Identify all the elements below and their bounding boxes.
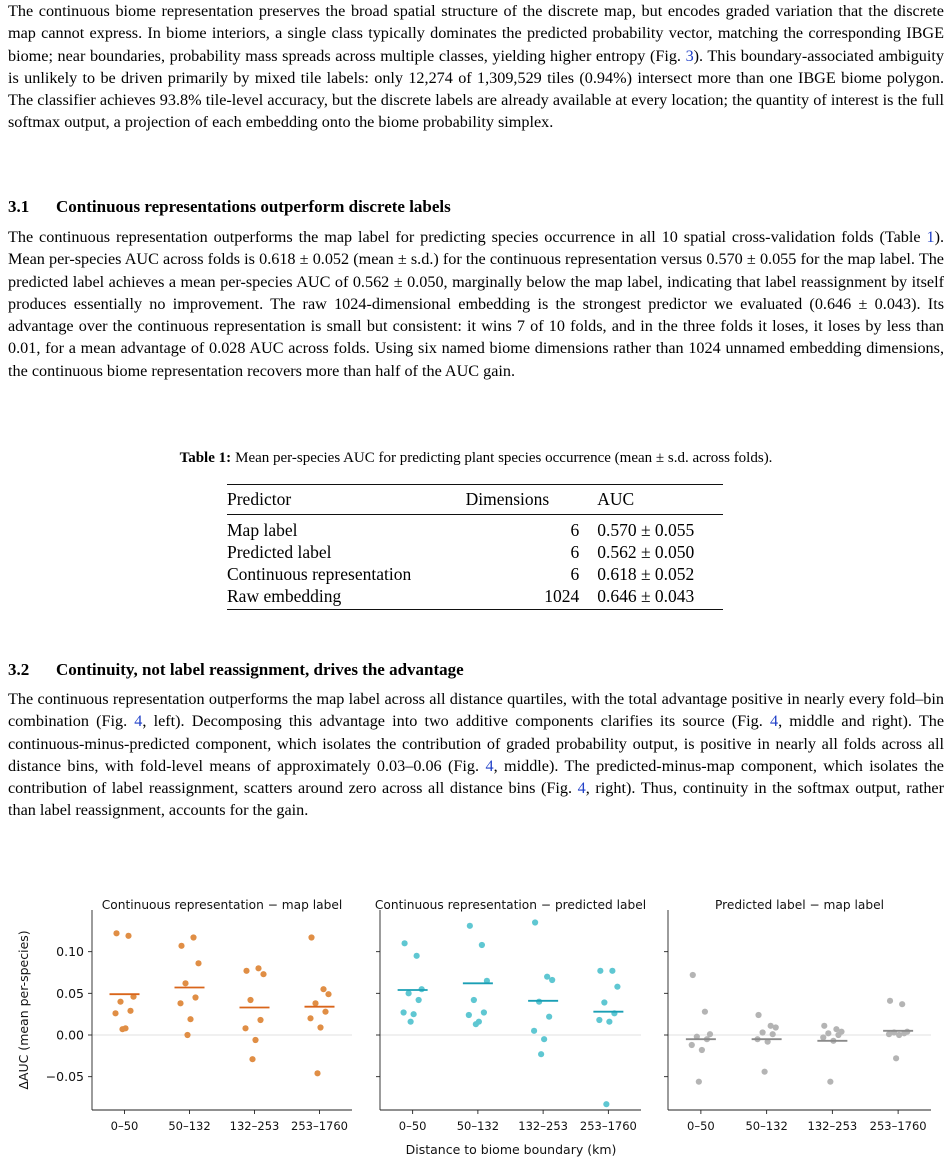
x-tick-label: 50–132 <box>745 1119 788 1133</box>
reference-link[interactable]: 4 <box>485 756 494 775</box>
data-point <box>596 1017 602 1023</box>
data-point <box>899 1001 905 1007</box>
data-point <box>696 1079 702 1085</box>
table-row <box>227 515 723 542</box>
x-axis-label: Distance to biome boundary (km) <box>405 1142 617 1157</box>
y-tick-label: 0.05 <box>56 985 84 1001</box>
x-tick-label: 132–253 <box>807 1119 858 1133</box>
cell-dimensions: 6 <box>570 520 580 540</box>
data-point <box>252 1037 258 1043</box>
data-point <box>473 1021 479 1027</box>
data-point <box>112 1010 118 1016</box>
table-row <box>227 563 723 585</box>
data-point <box>406 990 412 996</box>
cell-dimensions: 1024 <box>466 585 598 610</box>
data-point <box>416 997 422 1003</box>
y-axis-label: ΔAUC (mean per-species) <box>16 930 31 1090</box>
data-point <box>314 1070 320 1076</box>
data-point <box>242 1025 248 1031</box>
text-run: The continuous representation outperforms the map label across all distance quartiles, with the total advantage positive in nearly every fold–bin combination (Fig. <box>8 690 944 731</box>
table-caption-text: Mean per-species AUC for predicting plant species occurrence (mean ± s.d. across folds). <box>235 450 773 466</box>
text-run: ). Mean per-species AUC across folds is 0.618 ± 0.052 (mean ± s.d.) for the continuous representation versus 0.570 ± 0.055 for the map label. The predicted label achieves a mean per-species AUC of 0.562 ± 0.050, marginally below the map label, indicating that label reassignment by itself produces essentially no improvement. The raw 1024-dimensional embedding is the strongest predictor we evaluated (0.646 ± 0.043). Its advantage over the continuous representation is small but consistent: it wins 7 of 10 folds, and in the three folds it loses, it loses by less than 0.01, for a mean advantage of 0.028 AUC across folds. Using six named biome dimensions rather than 1024 unnamed embedding dimensions, the continuous biome representation recovers more than half of the AUC gain. <box>8 228 944 380</box>
data-point <box>195 960 201 966</box>
table-row <box>227 541 723 563</box>
data-point <box>178 943 184 949</box>
data-point <box>546 1014 552 1020</box>
data-point <box>538 1051 544 1057</box>
data-point <box>320 986 326 992</box>
data-point <box>759 1029 765 1035</box>
section-number: 3.2 <box>8 660 30 679</box>
section-number: 3.1 <box>8 197 30 216</box>
data-point <box>896 1032 902 1038</box>
cell-dimensions: 6 <box>570 542 580 562</box>
data-point <box>601 999 607 1005</box>
reference-link[interactable]: 4 <box>577 779 586 798</box>
text-run: , middle). The predicted-minus-map component, which isolates the contribution of label reassignment, scatters around zero across all distance bins (Fig. <box>8 756 944 798</box>
table-caption-label: Table 1: <box>179 450 232 466</box>
data-point <box>243 968 249 974</box>
data-point <box>307 1015 313 1021</box>
data-point <box>466 1012 472 1018</box>
data-point <box>603 1101 609 1107</box>
data-point <box>541 1036 547 1042</box>
header-predictor: Predictor <box>227 485 466 515</box>
data-point <box>549 977 555 983</box>
panel-title: Predicted label − map label <box>715 898 884 912</box>
section-title: Continuous representations outperform discrete labels <box>56 197 451 216</box>
delta-auc-figure <box>0 888 952 1163</box>
data-point <box>689 1042 695 1048</box>
cell-predictor: Raw embedding <box>227 585 466 610</box>
data-point <box>770 1031 776 1037</box>
panel-title: Continuous representation − predicted label <box>374 898 647 912</box>
section-3-1-paragraph <box>8 226 944 382</box>
data-point <box>479 942 485 948</box>
x-tick-label: 0–50 <box>687 1119 715 1133</box>
data-point <box>532 919 538 925</box>
data-point <box>886 1031 892 1037</box>
data-point <box>471 997 477 1003</box>
cell-predictor: Continuous representation <box>227 564 412 584</box>
x-tick-label: 132–253 <box>229 1119 280 1133</box>
cell-auc: 0.618 ± 0.052 <box>597 564 695 584</box>
data-point <box>467 923 473 929</box>
data-point <box>125 933 131 939</box>
y-tick-label: 0.10 <box>56 944 84 960</box>
x-tick-label: 253–1760 <box>579 1119 637 1133</box>
section-heading-3-2 <box>8 660 464 680</box>
data-point <box>531 1028 537 1034</box>
text-run: , right). Thus, continuity in the softmax output, rather than label reassignment, accounts for the gain. <box>8 779 944 820</box>
data-point <box>401 940 407 946</box>
header-auc: AUC <box>597 485 723 515</box>
cell-auc: 0.562 ± 0.050 <box>597 542 695 562</box>
data-point <box>762 1069 768 1075</box>
header-dimensions: Dimensions <box>466 485 598 515</box>
data-point <box>325 991 331 997</box>
panel-title: Continuous representation − map label <box>101 898 343 912</box>
data-point <box>400 1009 406 1015</box>
data-point <box>755 1012 761 1018</box>
table-caption <box>0 450 952 467</box>
data-point <box>414 953 420 959</box>
data-point <box>614 984 620 990</box>
text-run: The continuous biome representation preserves the broad spatial structure of the discrete map, but encodes graded variation that the discrete map cannot express. In biome interiors, a single class typically dominates the predicted probability vector, matching the corresponding IBGE biome; near boundaries, probability mass spreads across multiple classes, yielding higher entropy (Fig. <box>8 2 944 65</box>
data-point <box>597 968 603 974</box>
y-tick-label: 0.00 <box>56 1027 84 1043</box>
text-run: , left). Decomposing this advantage into two additive components clarifies its source (Fig. <box>142 712 770 731</box>
data-point <box>255 965 261 971</box>
text-run: ). This boundary-associated ambiguity is unlikely to be driven primarily by mixed tile labels: only 12,274 of 1,309,529 tiles (0.94%) intersect more than one IBGE biome polygon. The classifier achieves 93.8% tile-level accuracy, but the discrete labels are already available at every location; the quantity of interest is the full softmax output, a projection of each embedding onto the biome probability simplex. <box>8 46 944 132</box>
reference-link[interactable]: 4 <box>134 712 143 731</box>
data-point <box>821 1023 827 1029</box>
data-point <box>177 1000 183 1006</box>
x-tick-label: 50–132 <box>168 1119 211 1133</box>
cell-predictor: Map label <box>227 520 298 540</box>
y-tick-label: −0.05 <box>45 1069 84 1085</box>
reference-link[interactable]: 3 <box>685 46 694 65</box>
data-point <box>249 1056 255 1062</box>
data-point <box>827 1079 833 1085</box>
data-point <box>187 1016 193 1022</box>
text-run: , middle and right). The continuous-minus-predicted component, which isolates the contribution of graded probability output, is positive in nearly all folds across all distance bins, with fold-level means of approximately 0.03–0.06 (Fig. <box>8 712 945 775</box>
cell-auc: 0.570 ± 0.055 <box>597 520 695 540</box>
table-row <box>227 585 723 610</box>
data-point <box>190 934 196 940</box>
data-point <box>699 1047 705 1053</box>
data-point <box>481 1009 487 1015</box>
cell-predictor: Predicted label <box>227 542 332 562</box>
data-point <box>260 971 266 977</box>
x-tick-label: 0–50 <box>398 1119 427 1133</box>
data-point <box>308 934 314 940</box>
data-point <box>184 1032 190 1038</box>
data-point <box>257 1017 263 1023</box>
data-point <box>317 1024 323 1030</box>
reference-link[interactable]: 4 <box>770 712 779 731</box>
x-tick-label: 253–1760 <box>869 1119 927 1133</box>
table-header-row <box>227 485 723 515</box>
results-table <box>227 484 723 610</box>
cell-auc: 0.646 ± 0.043 <box>597 585 723 610</box>
data-point <box>609 968 615 974</box>
cell-dimensions: 6 <box>570 564 580 584</box>
data-point <box>117 999 123 1005</box>
data-point <box>408 1019 414 1025</box>
data-point <box>825 1030 831 1036</box>
x-tick-label: 253–1760 <box>291 1119 348 1133</box>
data-point <box>119 1026 125 1032</box>
data-point <box>322 1009 328 1015</box>
section-title: Continuity, not label reassignment, drives the advantage <box>56 660 464 679</box>
data-point <box>127 1008 133 1014</box>
data-point <box>690 972 696 978</box>
data-point <box>312 1000 318 1006</box>
data-point <box>773 1024 779 1030</box>
data-point <box>893 1055 899 1061</box>
data-point <box>247 997 253 1003</box>
data-point <box>606 1019 612 1025</box>
data-point <box>113 930 119 936</box>
section-heading-3-1 <box>8 197 451 217</box>
text-run: The continuous representation outperforms the map label for predicting species occurrence in all 10 spatial cross-validation folds (Table <box>8 228 927 246</box>
section-3-2-paragraph <box>8 688 944 822</box>
data-point <box>887 998 893 1004</box>
data-point <box>835 1032 841 1038</box>
data-point <box>820 1034 826 1040</box>
data-point <box>702 1009 708 1015</box>
x-tick-label: 50–132 <box>456 1119 500 1133</box>
data-point <box>192 994 198 1000</box>
reference-link[interactable]: 1 <box>926 228 935 246</box>
data-point <box>182 980 188 986</box>
x-tick-label: 132–253 <box>518 1119 568 1133</box>
intro-paragraph <box>8 0 944 134</box>
data-point <box>411 1011 417 1017</box>
x-tick-label: 0–50 <box>110 1119 139 1133</box>
